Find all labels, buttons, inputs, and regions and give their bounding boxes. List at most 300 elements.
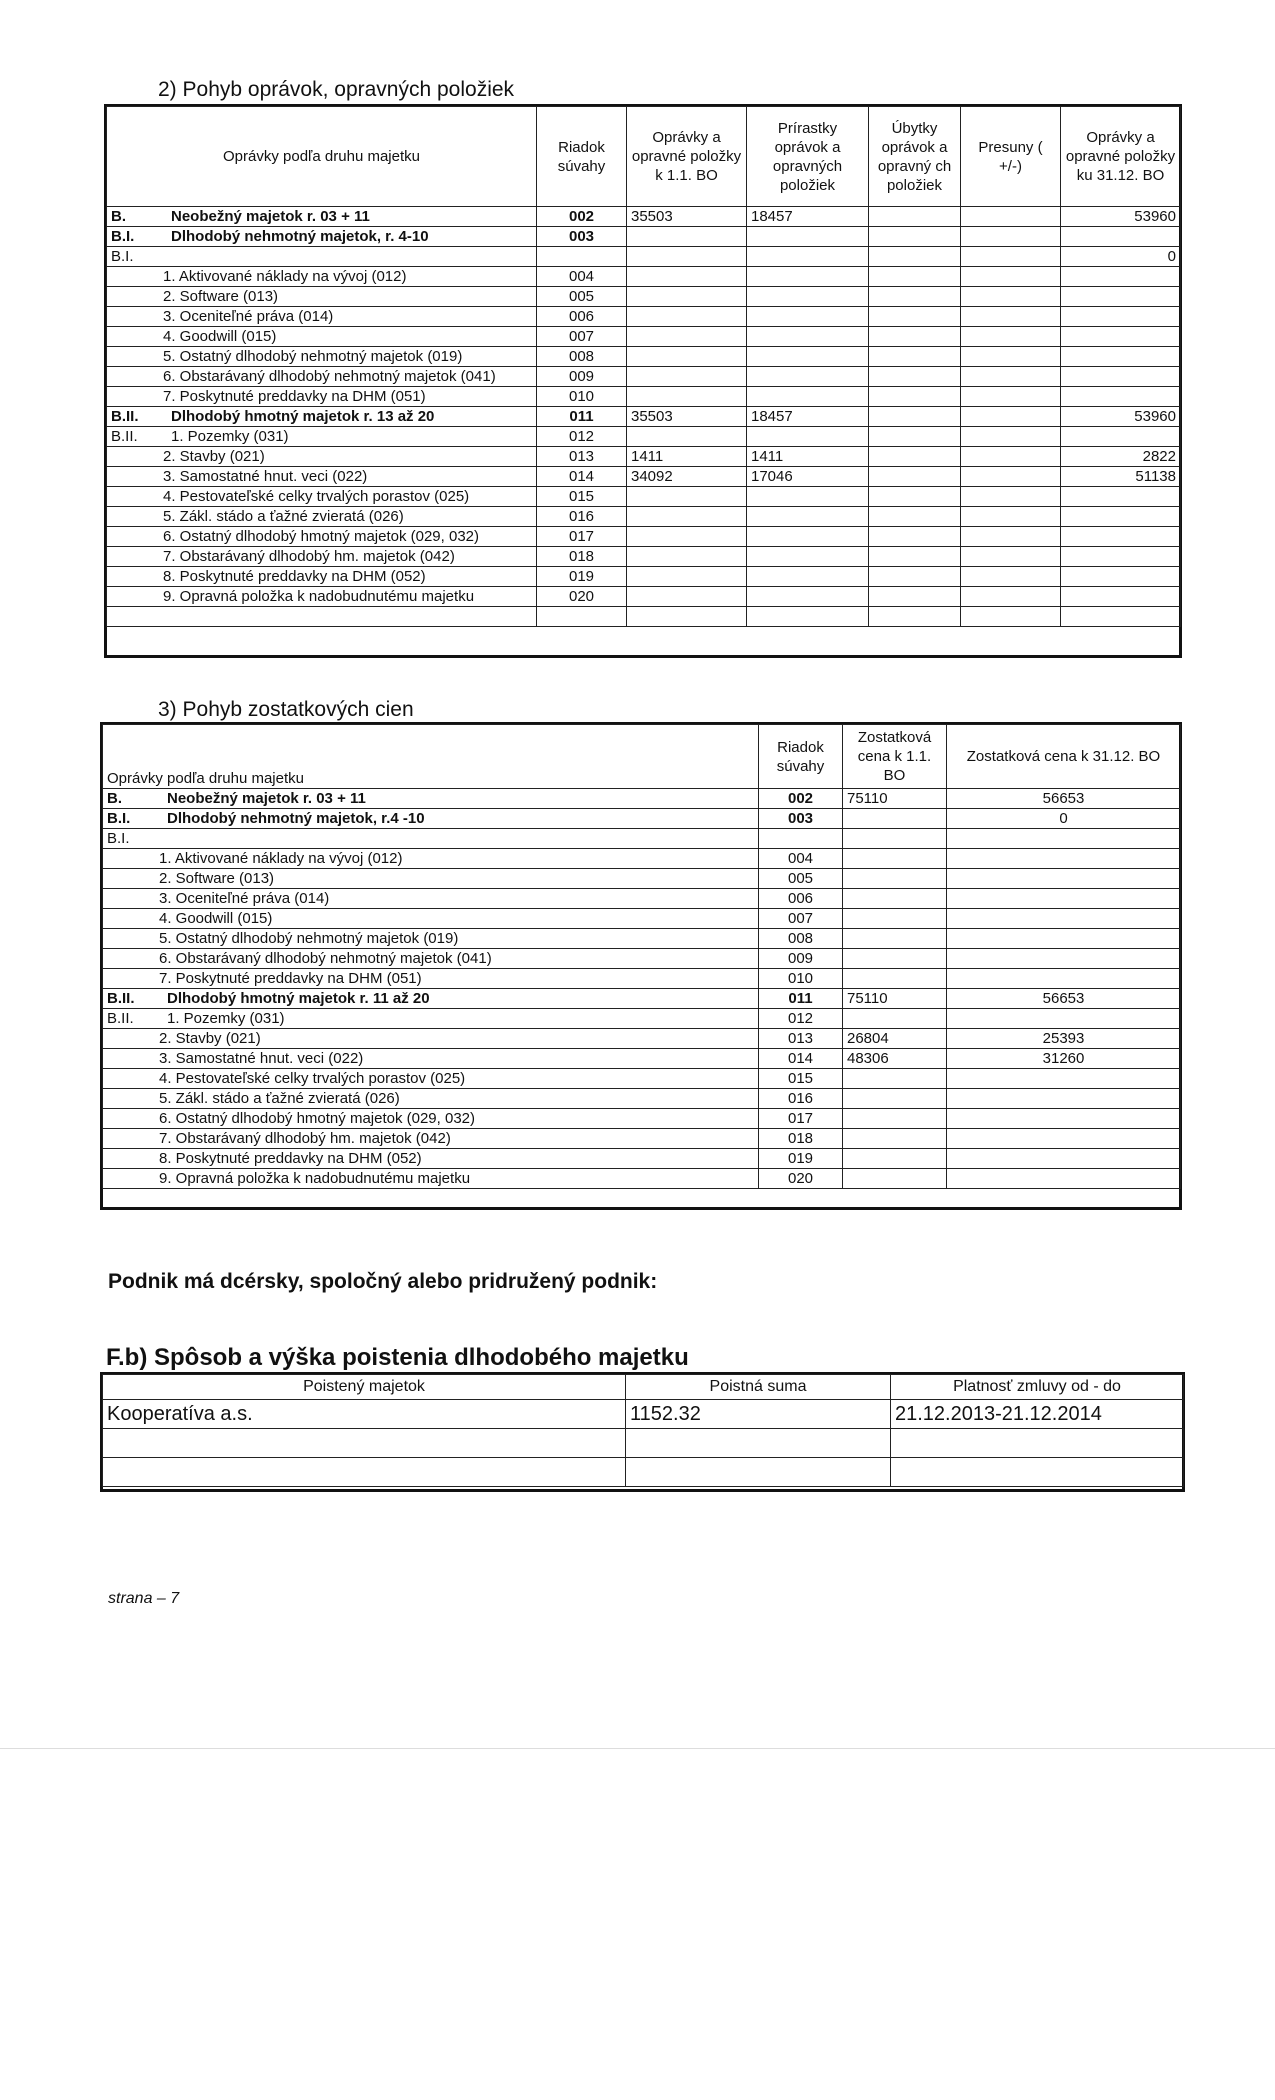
cell-opening xyxy=(627,547,747,567)
cell-row: 010 xyxy=(537,387,627,407)
row-label: Dlhodobý nehmotný majetok, r. 4-10 xyxy=(171,228,429,245)
table-row xyxy=(103,1069,1181,1089)
row-label: 7. Poskytnuté preddavky na DHM (051) xyxy=(163,388,426,405)
cell-transfers xyxy=(961,207,1061,227)
cell-opening xyxy=(843,929,947,949)
cell-closing xyxy=(947,889,1181,909)
cell-opening xyxy=(843,889,947,909)
cell-opening xyxy=(843,1089,947,1109)
header-transfers: Presuny ( +/-) xyxy=(961,107,1061,207)
row-label-cell xyxy=(103,1129,759,1149)
row-code: B. xyxy=(111,208,126,225)
cell-disposals xyxy=(869,287,961,307)
row-label-cell xyxy=(107,587,537,607)
cell-disposals xyxy=(869,507,961,527)
table-row xyxy=(103,1089,1181,1109)
row-label: 7. Poskytnuté preddavky na DHM (051) xyxy=(159,970,422,987)
row-label-cell xyxy=(103,849,759,869)
table-row xyxy=(107,527,1181,547)
cell-closing xyxy=(947,1089,1181,1109)
cell-row: 012 xyxy=(537,427,627,447)
table-row xyxy=(103,1029,1181,1049)
cell-additions xyxy=(747,267,869,287)
table-row xyxy=(103,1109,1181,1129)
cell-row: 020 xyxy=(537,587,627,607)
cell-row: 016 xyxy=(759,1089,843,1109)
section2-title: 2) Pohyb oprávok, opravných položiek xyxy=(158,78,515,101)
cell-opening xyxy=(843,949,947,969)
header-row: Riadok súvahy xyxy=(759,725,843,789)
cell-row: 004 xyxy=(537,267,627,287)
table-row xyxy=(107,467,1181,487)
insurance-asset xyxy=(103,1429,626,1458)
cell-additions xyxy=(747,487,869,507)
table-row xyxy=(107,367,1181,387)
row-label: 1. Pozemky (031) xyxy=(171,428,289,445)
row-label-cell xyxy=(107,547,537,567)
cell-transfers xyxy=(961,327,1061,347)
table-row xyxy=(107,587,1181,607)
cell-closing xyxy=(1061,507,1181,527)
cell-transfers xyxy=(961,567,1061,587)
table-row xyxy=(107,267,1181,287)
page-divider xyxy=(0,1748,1275,1749)
cell-closing xyxy=(1061,567,1181,587)
cell-opening: 75110 xyxy=(843,989,947,1009)
cell-row: 018 xyxy=(759,1129,843,1149)
insurance-validity xyxy=(891,1429,1184,1458)
cell-row: 013 xyxy=(759,1029,843,1049)
subsidiary-heading: Podnik má dcérsky, spoločný alebo pridružený podnik: xyxy=(108,1270,658,1293)
row-label-cell xyxy=(107,407,537,427)
cell-row: 020 xyxy=(759,1169,843,1189)
cell-opening xyxy=(843,849,947,869)
row-label: 6. Obstarávaný dlhodobý nehmotný majetok (041) xyxy=(159,950,492,967)
cell-row: 013 xyxy=(537,447,627,467)
insurance-validity: 21.12.2013-21.12.2014 xyxy=(891,1400,1184,1429)
row-label-cell xyxy=(103,1069,759,1089)
row-label: 5. Ostatný dlhodobý nehmotný majetok (019) xyxy=(163,348,463,365)
table-row xyxy=(103,969,1181,989)
cell-opening xyxy=(627,307,747,327)
table-row xyxy=(107,427,1181,447)
row-label-cell xyxy=(107,427,537,447)
cell-closing xyxy=(947,1169,1181,1189)
cell-closing: 25393 xyxy=(947,1029,1181,1049)
row-label-cell xyxy=(103,789,759,809)
table-row xyxy=(103,929,1181,949)
row-label: Neobežný majetok r. 03 + 11 xyxy=(171,208,370,225)
row-label-cell xyxy=(107,567,537,587)
row-label: 8. Poskytnuté preddavky na DHM (052) xyxy=(163,568,426,585)
row-label: 8. Poskytnuté preddavky na DHM (052) xyxy=(159,1150,422,1167)
cell-additions xyxy=(747,287,869,307)
row-label: 9. Opravná položka k nadobudnutému majetku xyxy=(159,1170,471,1187)
cell-additions: 18457 xyxy=(747,207,869,227)
row-label-cell xyxy=(103,929,759,949)
row-label: 5. Zákl. stádo a ťažné zvieratá (026) xyxy=(163,508,404,525)
header-disposals: Úbytky oprávok a opravný ch položiek xyxy=(869,107,961,207)
cell-transfers xyxy=(961,467,1061,487)
header-opening: Zostatková cena k 1.1. BO xyxy=(843,725,947,789)
table-row xyxy=(103,1049,1181,1069)
blank-cell xyxy=(626,1458,891,1487)
cell-closing xyxy=(1061,267,1181,287)
cell-additions xyxy=(747,327,869,347)
cell-opening xyxy=(627,327,747,347)
cell-closing xyxy=(1061,487,1181,507)
row-label-cell xyxy=(107,387,537,407)
row-code: B. xyxy=(107,790,122,807)
row-label-cell xyxy=(107,447,537,467)
table-row xyxy=(107,227,1181,247)
cell-opening xyxy=(627,287,747,307)
cell-row: 004 xyxy=(759,849,843,869)
cell-additions xyxy=(747,587,869,607)
table-row xyxy=(107,567,1181,587)
row-label-cell xyxy=(103,1149,759,1169)
cell-additions xyxy=(747,427,869,447)
cell-transfers xyxy=(961,367,1061,387)
row-label-cell xyxy=(103,889,759,909)
blank-cell xyxy=(103,1458,626,1487)
cell-additions xyxy=(747,367,869,387)
row-label: 2. Stavby (021) xyxy=(163,448,265,465)
header-type: Oprávky podľa druhu majetku xyxy=(103,725,759,789)
table-row xyxy=(107,247,1181,267)
cell-row: 016 xyxy=(537,507,627,527)
cell-disposals xyxy=(869,567,961,587)
header-additions: Prírastky oprávok a opravných položiek xyxy=(747,107,869,207)
section3-header-row xyxy=(103,725,1181,789)
cell-opening xyxy=(627,527,747,547)
cell-row: 008 xyxy=(759,929,843,949)
cell-row: 002 xyxy=(537,207,627,227)
cell-opening xyxy=(627,267,747,287)
row-code: B.I. xyxy=(111,248,134,265)
cell-transfers xyxy=(961,527,1061,547)
cell-row: 009 xyxy=(759,949,843,969)
cell-opening xyxy=(843,809,947,829)
row-label-cell xyxy=(107,307,537,327)
row-label-cell xyxy=(103,1089,759,1109)
cell-row: 010 xyxy=(759,969,843,989)
row-label-cell xyxy=(103,1169,759,1189)
cell-transfers xyxy=(961,427,1061,447)
cell-row: 019 xyxy=(537,567,627,587)
row-label: 1. Aktivované náklady na vývoj (012) xyxy=(163,268,407,285)
cell-additions xyxy=(747,227,869,247)
row-label-cell xyxy=(107,287,537,307)
cell-row: 003 xyxy=(537,227,627,247)
row-label: 1. Aktivované náklady na vývoj (012) xyxy=(159,850,403,867)
cell-row: 018 xyxy=(537,547,627,567)
cell-transfers xyxy=(961,287,1061,307)
table-row xyxy=(107,327,1181,347)
cell-row: 003 xyxy=(759,809,843,829)
cell-closing xyxy=(947,949,1181,969)
row-label: 3. Oceniteľné práva (014) xyxy=(163,308,334,325)
row-label-cell xyxy=(103,1009,759,1029)
cell-closing xyxy=(1061,227,1181,247)
cell-opening xyxy=(843,1169,947,1189)
row-label-cell xyxy=(103,869,759,889)
table-row xyxy=(107,487,1181,507)
cell-opening xyxy=(843,869,947,889)
cell-closing xyxy=(947,1149,1181,1169)
row-label: 5. Zákl. stádo a ťažné zvieratá (026) xyxy=(159,1090,400,1107)
cell-disposals xyxy=(869,387,961,407)
table-row xyxy=(103,949,1181,969)
cell-row: 005 xyxy=(537,287,627,307)
cell-disposals xyxy=(869,527,961,547)
header-row: Riadok súvahy xyxy=(537,107,627,207)
row-label: 4. Pestovateľské celky trvalých porastov (025) xyxy=(159,1070,466,1087)
insurance-sum xyxy=(626,1429,891,1458)
cell-row: 006 xyxy=(537,307,627,327)
header-asset: Poistený majetok xyxy=(103,1375,626,1400)
cell-opening xyxy=(843,909,947,929)
cell-disposals xyxy=(869,347,961,367)
cell-disposals xyxy=(869,547,961,567)
cell-row: 005 xyxy=(759,869,843,889)
cell-transfers xyxy=(961,407,1061,427)
cell-opening: 75110 xyxy=(843,789,947,809)
section3-title: 3) Pohyb zostatkových cien xyxy=(158,698,414,721)
cell-row: 012 xyxy=(759,1009,843,1029)
row-label-cell xyxy=(103,1109,759,1129)
blank-cell xyxy=(537,607,627,627)
insurance-asset: Kooperatíva a.s. xyxy=(103,1400,626,1429)
cell-row: 015 xyxy=(537,487,627,507)
cell-opening xyxy=(843,1009,947,1029)
cell-row: 017 xyxy=(759,1109,843,1129)
row-label-cell xyxy=(107,327,537,347)
row-label-cell xyxy=(103,1049,759,1069)
row-label: 9. Opravná položka k nadobudnutému majetku xyxy=(163,588,475,605)
cell-closing: 0 xyxy=(947,809,1181,829)
blank-cell xyxy=(961,607,1061,627)
table-row xyxy=(103,849,1181,869)
row-label-cell xyxy=(107,467,537,487)
insurance-row-blank xyxy=(103,1458,1184,1487)
row-label: Neobežný majetok r. 03 + 11 xyxy=(167,790,366,807)
row-label-cell xyxy=(107,267,537,287)
cell-transfers xyxy=(961,447,1061,467)
cell-opening: 35503 xyxy=(627,207,747,227)
row-label: 6. Ostatný dlhodobý hmotný majetok (029, 032) xyxy=(163,528,480,545)
row-label-cell xyxy=(103,969,759,989)
cell-additions xyxy=(747,527,869,547)
section2-header-row xyxy=(107,107,1181,207)
table-row xyxy=(107,407,1181,427)
table-row xyxy=(103,889,1181,909)
cell-opening: 35503 xyxy=(627,407,747,427)
cell-additions: 17046 xyxy=(747,467,869,487)
cell-row: 015 xyxy=(759,1069,843,1089)
cell-row: 014 xyxy=(537,467,627,487)
cell-additions xyxy=(747,247,869,267)
row-label: 7. Obstarávaný dlhodobý hm. majetok (042) xyxy=(159,1130,451,1147)
row-label: 3. Samostatné hnut. veci (022) xyxy=(159,1050,364,1067)
cell-closing: 51138 xyxy=(1061,467,1181,487)
cell-transfers xyxy=(961,587,1061,607)
table-row xyxy=(103,1169,1181,1189)
cell-closing xyxy=(947,1069,1181,1089)
cell-closing: 0 xyxy=(1061,247,1181,267)
cell-disposals xyxy=(869,467,961,487)
cell-closing: 31260 xyxy=(947,1049,1181,1069)
cell-closing xyxy=(1061,347,1181,367)
header-validity: Platnosť zmluvy od - do xyxy=(891,1375,1184,1400)
row-label-cell xyxy=(107,527,537,547)
cell-disposals xyxy=(869,227,961,247)
cell-disposals xyxy=(869,307,961,327)
cell-closing xyxy=(1061,327,1181,347)
cell-opening: 48306 xyxy=(843,1049,947,1069)
row-label: 2. Software (013) xyxy=(159,870,275,887)
row-label-cell xyxy=(107,367,537,387)
cell-closing xyxy=(1061,307,1181,327)
row-label: 2. Software (013) xyxy=(163,288,279,305)
table-row xyxy=(107,507,1181,527)
cell-transfers xyxy=(961,347,1061,367)
cell-transfers xyxy=(961,267,1061,287)
section2-table xyxy=(106,106,1181,627)
cell-transfers xyxy=(961,487,1061,507)
row-code: B.II. xyxy=(111,428,138,445)
row-label-cell xyxy=(107,227,537,247)
cell-opening: 34092 xyxy=(627,467,747,487)
cell-disposals xyxy=(869,207,961,227)
cell-closing xyxy=(947,1129,1181,1149)
cell-opening xyxy=(627,567,747,587)
cell-row: 006 xyxy=(759,889,843,909)
cell-disposals xyxy=(869,367,961,387)
cell-opening xyxy=(627,227,747,247)
cell-opening xyxy=(843,1069,947,1089)
row-label-cell xyxy=(103,809,759,829)
blank-cell xyxy=(747,607,869,627)
cell-closing xyxy=(1061,287,1181,307)
row-label: 6. Obstarávaný dlhodobý nehmotný majetok (041) xyxy=(163,368,496,385)
row-code: B.I. xyxy=(111,228,135,245)
cell-disposals xyxy=(869,267,961,287)
header-closing: Oprávky a opravné položky ku 31.12. BO xyxy=(1061,107,1181,207)
cell-additions xyxy=(747,347,869,367)
row-label-cell xyxy=(103,829,759,849)
blank-cell xyxy=(1061,607,1181,627)
cell-closing xyxy=(947,829,1181,849)
cell-transfers xyxy=(961,247,1061,267)
row-label: Dlhodobý hmotný majetok r. 13 až 20 xyxy=(171,408,435,425)
insurance-row xyxy=(103,1429,1184,1458)
row-label-cell xyxy=(107,347,537,367)
cell-opening: 1411 xyxy=(627,447,747,467)
cell-closing: 53960 xyxy=(1061,407,1181,427)
row-label-cell xyxy=(103,949,759,969)
insurance-header-row xyxy=(103,1375,1184,1400)
cell-row: 008 xyxy=(537,347,627,367)
blank-cell xyxy=(891,1458,1184,1487)
table-row xyxy=(103,829,1181,849)
cell-closing xyxy=(947,969,1181,989)
cell-additions xyxy=(747,307,869,327)
cell-additions xyxy=(747,507,869,527)
table-row xyxy=(107,307,1181,327)
insurance-row xyxy=(103,1400,1184,1429)
cell-row: 011 xyxy=(537,407,627,427)
row-code: B.I. xyxy=(107,830,130,847)
cell-disposals xyxy=(869,327,961,347)
cell-closing xyxy=(1061,547,1181,567)
cell-closing xyxy=(1061,427,1181,447)
page-number: strana – 7 xyxy=(108,1590,180,1607)
cell-opening xyxy=(843,969,947,989)
insurance-table xyxy=(102,1374,1184,1487)
cell-row: 007 xyxy=(759,909,843,929)
cell-disposals xyxy=(869,487,961,507)
cell-opening xyxy=(627,347,747,367)
header-type: Oprávky podľa druhu majetku xyxy=(107,107,537,207)
cell-disposals xyxy=(869,427,961,447)
section3-table xyxy=(102,724,1181,1189)
row-label: 7. Obstarávaný dlhodobý hm. majetok (042) xyxy=(163,548,455,565)
cell-row xyxy=(537,247,627,267)
blank-cell xyxy=(869,607,961,627)
row-label-cell xyxy=(103,989,759,1009)
cell-closing xyxy=(1061,367,1181,387)
cell-row: 017 xyxy=(537,527,627,547)
row-label: 3. Samostatné hnut. veci (022) xyxy=(163,468,368,485)
cell-additions: 18457 xyxy=(747,407,869,427)
row-label-cell xyxy=(107,507,537,527)
cell-opening xyxy=(627,487,747,507)
row-label: 5. Ostatný dlhodobý nehmotný majetok (019) xyxy=(159,930,459,947)
blank-cell xyxy=(627,607,747,627)
cell-closing xyxy=(1061,387,1181,407)
table-row xyxy=(103,1129,1181,1149)
cell-opening xyxy=(627,247,747,267)
cell-disposals xyxy=(869,407,961,427)
row-code: B.II. xyxy=(107,1010,134,1027)
cell-row: 014 xyxy=(759,1049,843,1069)
cell-transfers xyxy=(961,307,1061,327)
cell-opening xyxy=(843,1149,947,1169)
table-row-blank xyxy=(107,607,1181,627)
cell-closing xyxy=(1061,587,1181,607)
table-row xyxy=(107,207,1181,227)
cell-closing xyxy=(947,909,1181,929)
cell-closing xyxy=(947,869,1181,889)
cell-closing xyxy=(1061,527,1181,547)
cell-closing xyxy=(947,929,1181,949)
cell-transfers xyxy=(961,387,1061,407)
cell-transfers xyxy=(961,507,1061,527)
row-label: 1. Pozemky (031) xyxy=(167,1010,285,1027)
row-label: Dlhodobý nehmotný majetok, r.4 -10 xyxy=(167,810,425,827)
row-label-cell xyxy=(107,487,537,507)
cell-opening xyxy=(627,427,747,447)
cell-opening xyxy=(843,1109,947,1129)
table-row xyxy=(107,347,1181,367)
cell-opening: 26804 xyxy=(843,1029,947,1049)
cell-additions xyxy=(747,387,869,407)
cell-row xyxy=(759,829,843,849)
cell-disposals xyxy=(869,587,961,607)
row-label: 4. Pestovateľské celky trvalých porastov (025) xyxy=(163,488,470,505)
cell-row: 002 xyxy=(759,789,843,809)
